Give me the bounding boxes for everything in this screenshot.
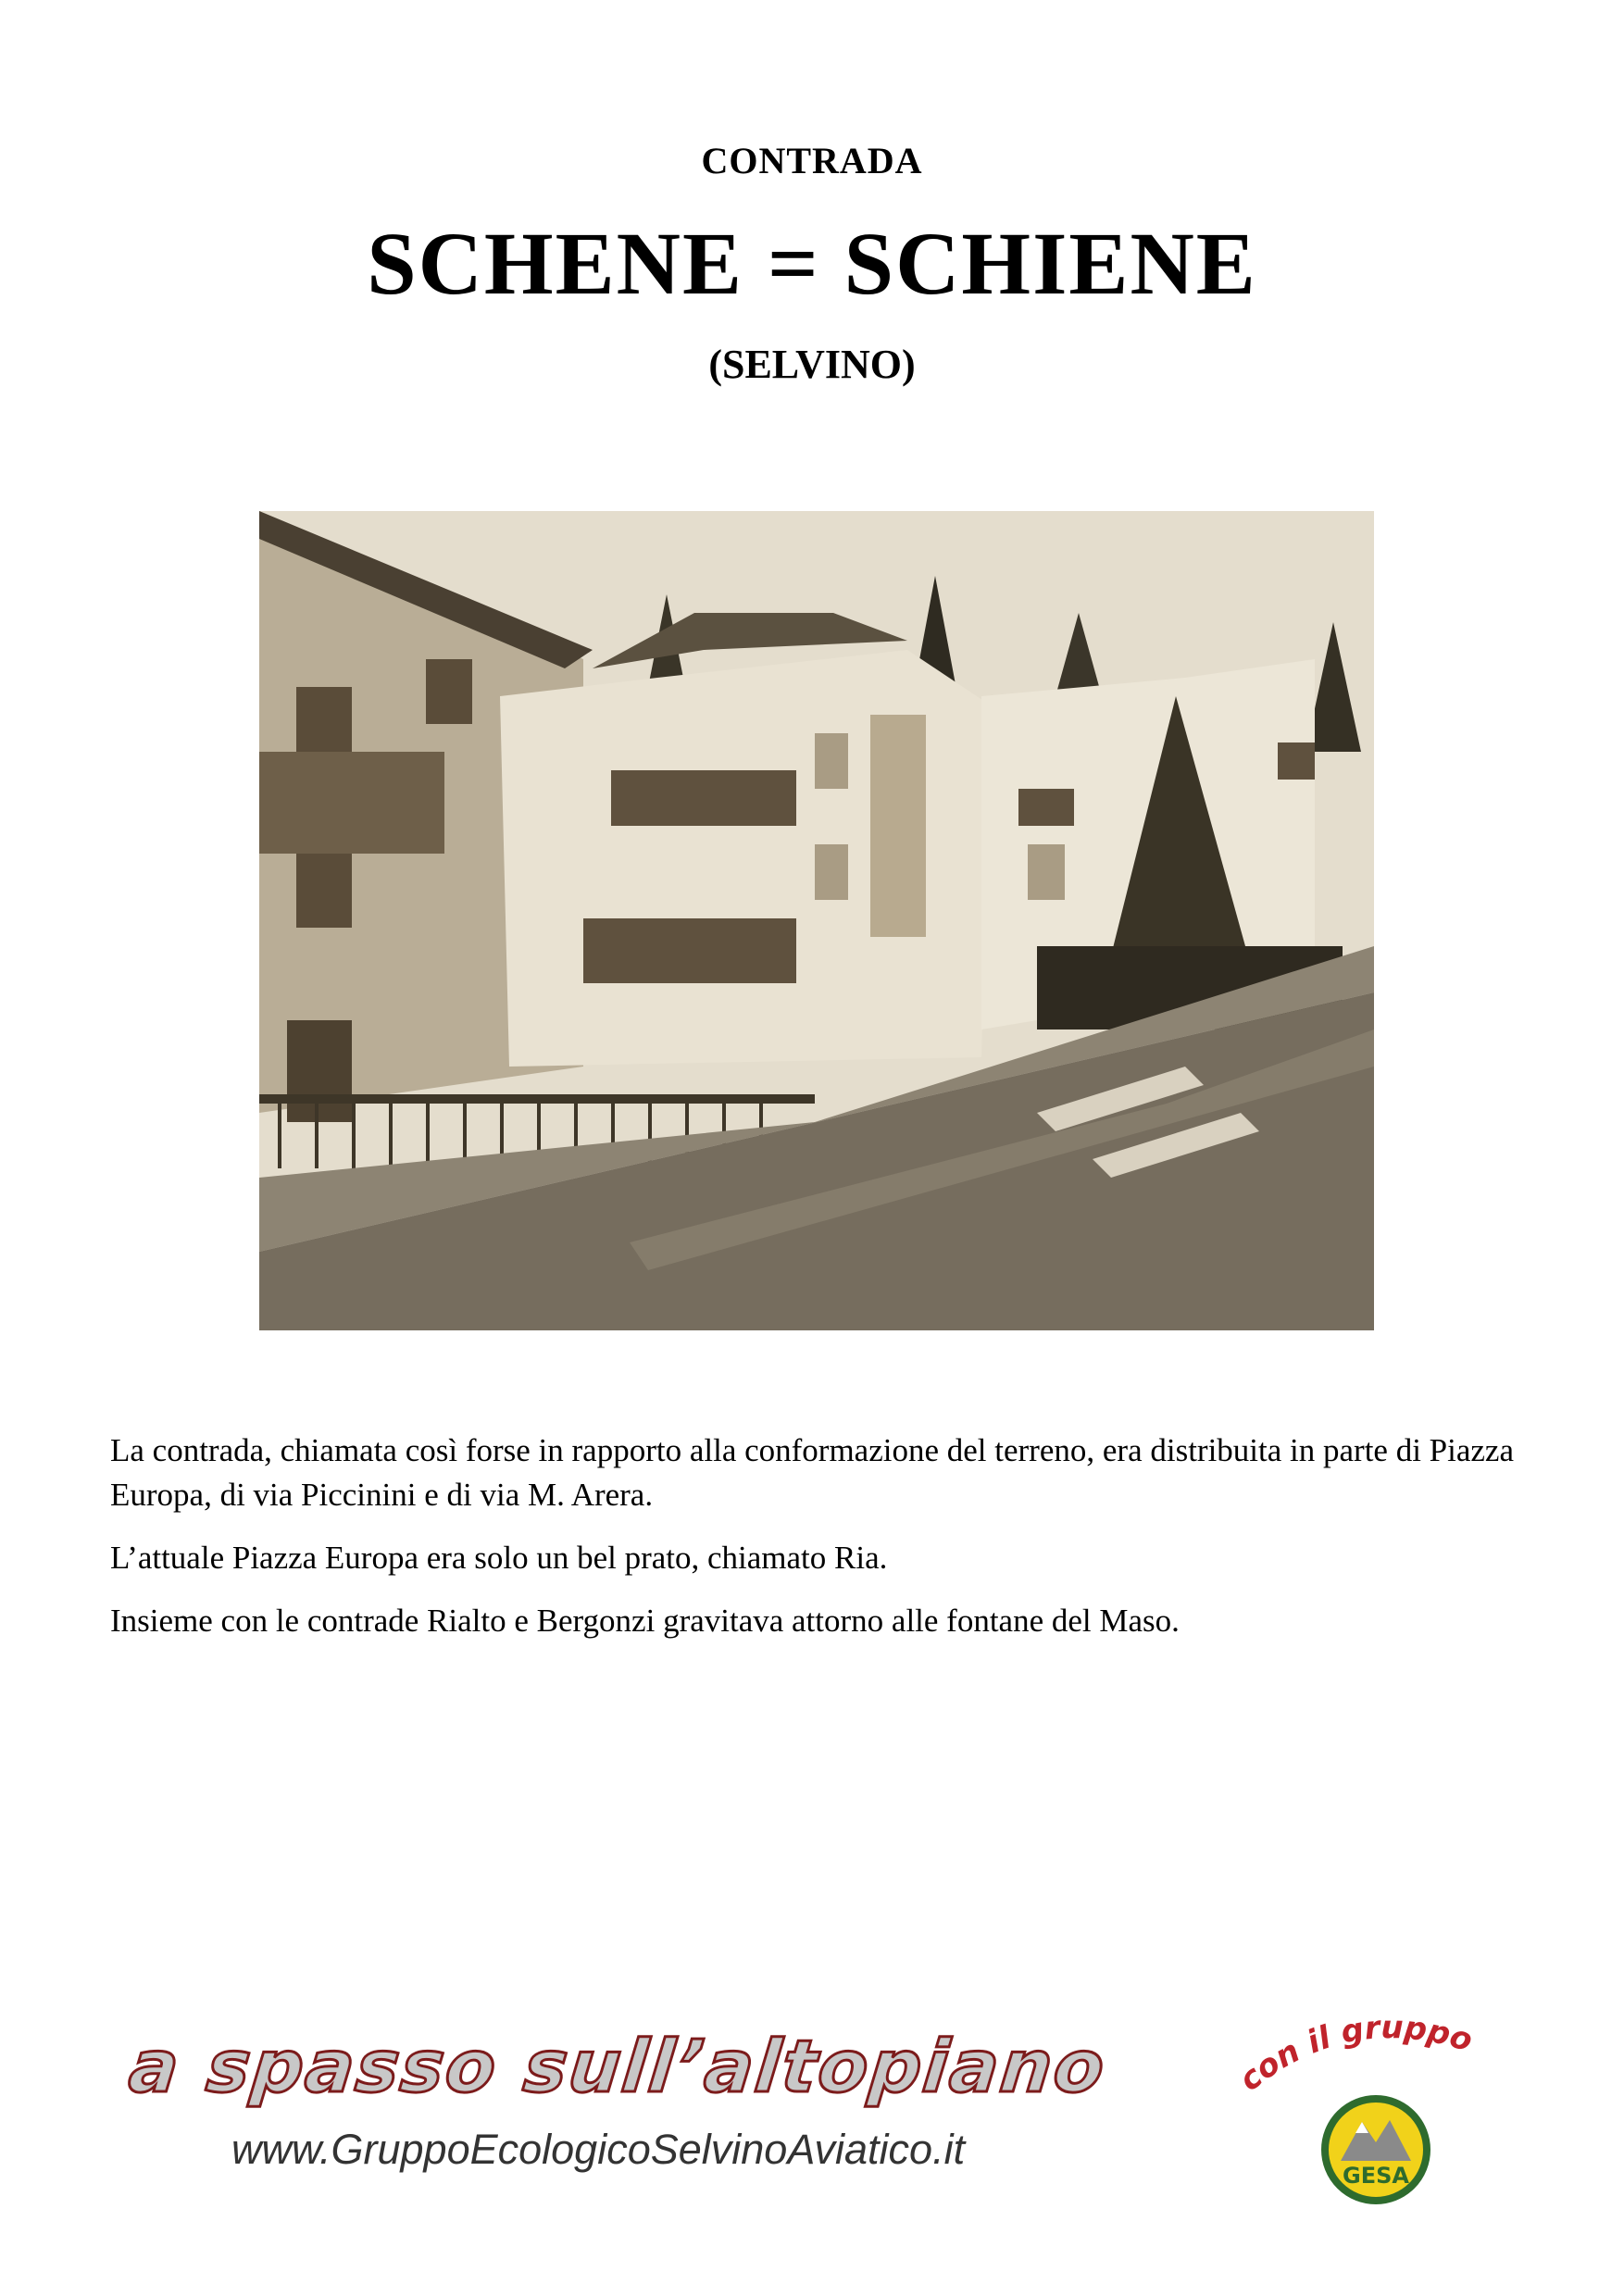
gesa-logo-text: GESA: [1343, 2163, 1409, 2189]
page-kicker: CONTRADA: [701, 140, 923, 181]
page-title: SCHENE = SCHIENE: [367, 214, 1257, 313]
paragraph: La contrada, chiamata così forse in rapporto alla conformazione del terreno, era distribuita in parte di Piazza Europa, di via Piccinini e di via M. Arera.: [110, 1432, 1515, 1513]
paragraph: Insieme con le contrade Rialto e Bergonzi gravitava attorno alle fontane del Maso.: [110, 1603, 1180, 1639]
svg-text:con il gruppo: [1232, 2009, 1477, 2099]
contrada-photo: [259, 511, 1374, 1330]
footer-slogan: a spasso sull’altopiano: [125, 2026, 1110, 2109]
page-subtitle: (SELVINO): [708, 342, 916, 387]
footer-group-label: [1231, 2009, 1509, 2102]
footer-url[interactable]: www.GruppoEcologicoSelvinoAviatico.it: [231, 2126, 966, 2173]
footer-group-label-text: con il gruppo: [1231, 2009, 1477, 2099]
paragraph: L’attuale Piazza Europa era solo un bel prato, chiamato Ria.: [110, 1540, 888, 1576]
gesa-logo: [1320, 2094, 1431, 2205]
body-text: [110, 1429, 1518, 1662]
